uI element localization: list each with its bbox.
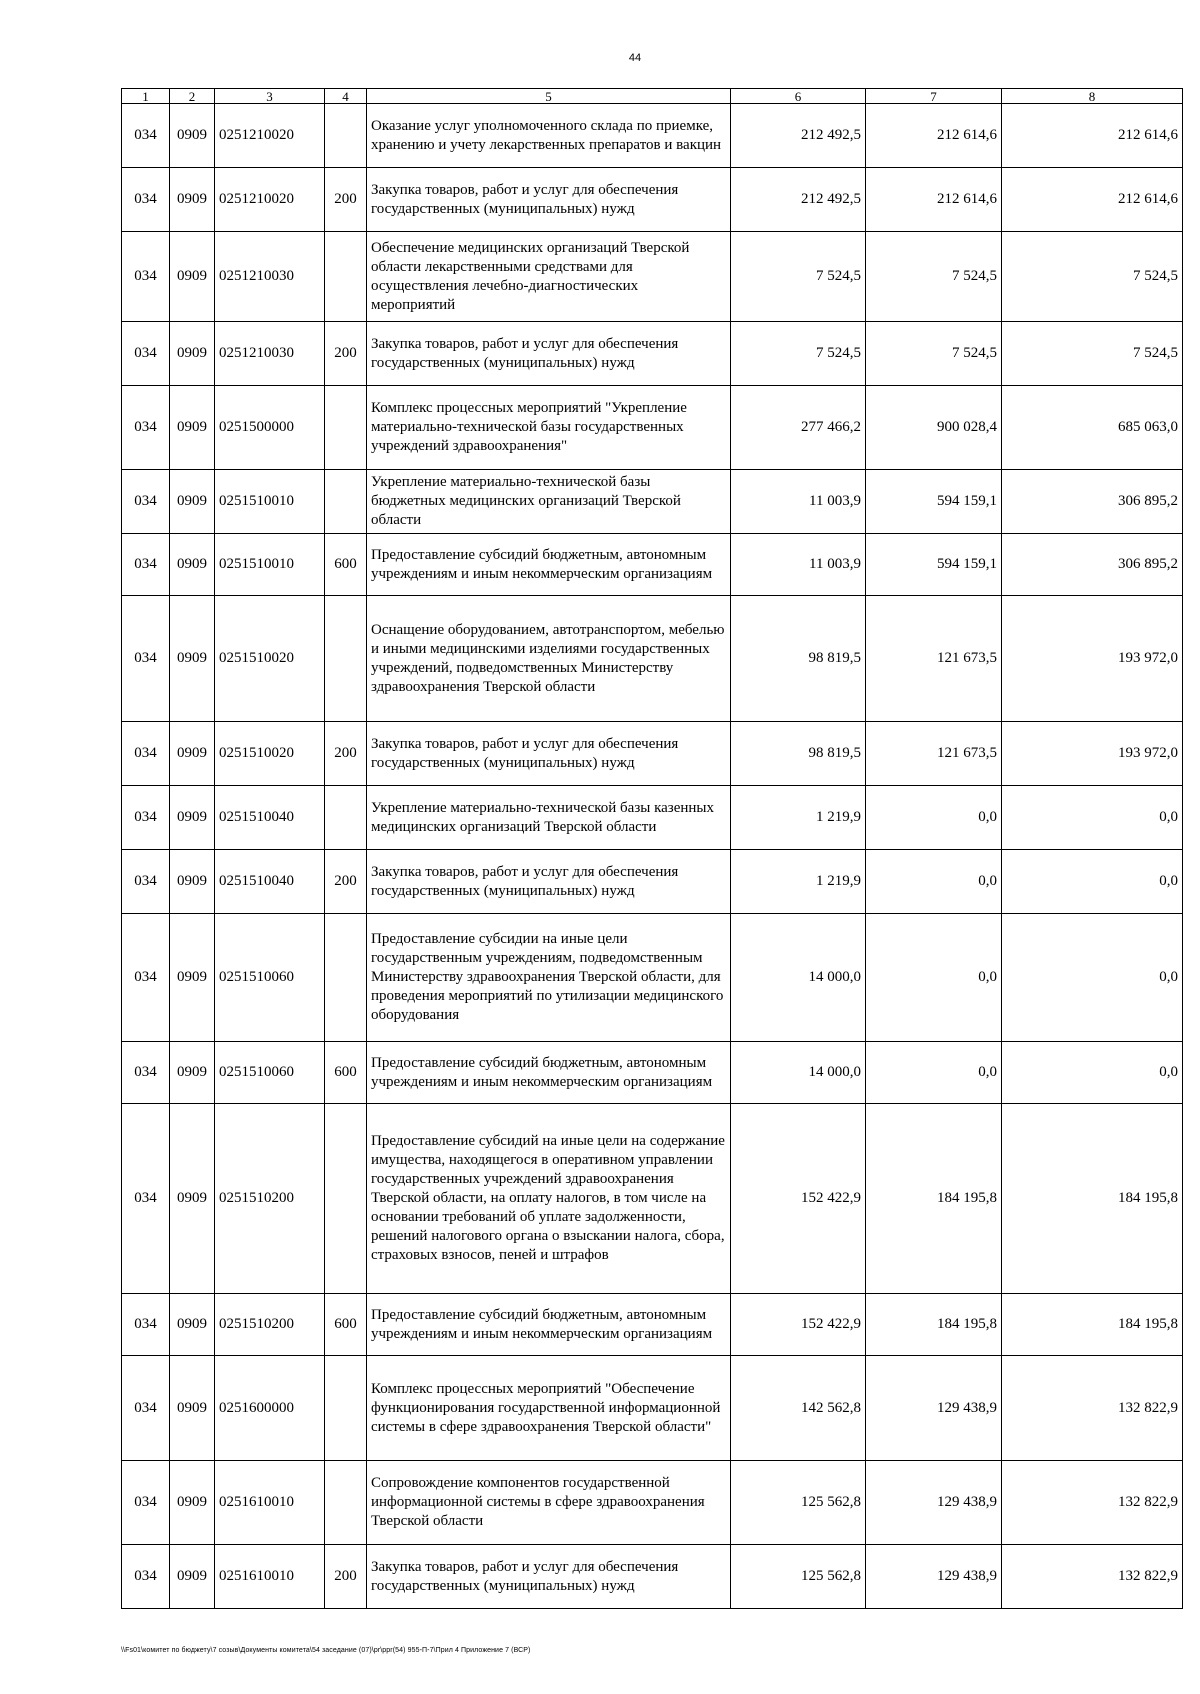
expense-type-code	[325, 914, 367, 1042]
amount-col-6: 7 524,5	[731, 232, 866, 322]
amount-col-6: 152 422,9	[731, 1104, 866, 1294]
amount-col-8: 0,0	[1002, 914, 1183, 1042]
target-article-code: 0251600000	[215, 1356, 325, 1461]
ministry-code: 034	[122, 722, 170, 786]
row-description: Оснащение оборудованием, автотранспортом, мебелью и иными медицинскими изделиями государственных учреждений, подведомственных Министерству здравоохранения Тверской области	[367, 596, 731, 722]
ministry-code: 034	[122, 786, 170, 850]
header-cell-4: 4	[325, 89, 367, 104]
target-article-code: 0251510200	[215, 1294, 325, 1356]
row-description: Комплекс процессных мероприятий "Укрепление материально-технической базы государственных учреждений здравоохранения"	[367, 386, 731, 470]
ministry-code: 034	[122, 534, 170, 596]
row-description: Закупка товаров, работ и услуг для обеспечения государственных (муниципальных) нужд	[367, 1545, 731, 1609]
expense-type-code	[325, 104, 367, 168]
amount-col-7: 184 195,8	[866, 1104, 1002, 1294]
section-code: 0909	[170, 1294, 215, 1356]
amount-col-7: 0,0	[866, 850, 1002, 914]
row-description: Комплекс процессных мероприятий "Обеспечение функционирования государственной информационной системы в сфере здравоохранения Тверской области"	[367, 1356, 731, 1461]
amount-col-8: 193 972,0	[1002, 722, 1183, 786]
row-description: Закупка товаров, работ и услуг для обеспечения государственных (муниципальных) нужд	[367, 168, 731, 232]
table-row	[122, 596, 1183, 722]
section-code: 0909	[170, 470, 215, 534]
table-row	[122, 470, 1183, 534]
section-code: 0909	[170, 1042, 215, 1104]
amount-col-7: 184 195,8	[866, 1294, 1002, 1356]
table-row	[122, 1294, 1183, 1356]
expense-type-code	[325, 596, 367, 722]
section-code: 0909	[170, 386, 215, 470]
expense-type-code: 200	[325, 322, 367, 386]
amount-col-7: 212 614,6	[866, 168, 1002, 232]
amount-col-7: 0,0	[866, 786, 1002, 850]
amount-col-8: 212 614,6	[1002, 104, 1183, 168]
table-row	[122, 104, 1183, 168]
ministry-code: 034	[122, 322, 170, 386]
target-article-code: 0251510020	[215, 722, 325, 786]
amount-col-7: 121 673,5	[866, 596, 1002, 722]
section-code: 0909	[170, 168, 215, 232]
row-description: Закупка товаров, работ и услуг для обеспечения государственных (муниципальных) нужд	[367, 322, 731, 386]
amount-col-8: 193 972,0	[1002, 596, 1183, 722]
table-row	[122, 386, 1183, 470]
header-cell-2: 2	[170, 89, 215, 104]
table-row	[122, 322, 1183, 386]
expense-type-code: 600	[325, 1294, 367, 1356]
expense-type-code	[325, 1356, 367, 1461]
table-row	[122, 914, 1183, 1042]
section-code: 0909	[170, 722, 215, 786]
amount-col-7: 129 438,9	[866, 1356, 1002, 1461]
section-code: 0909	[170, 1356, 215, 1461]
row-description: Укрепление материально-технической базы казенных медицинских организаций Тверской области	[367, 786, 731, 850]
amount-col-6: 125 562,8	[731, 1545, 866, 1609]
amount-col-7: 7 524,5	[866, 322, 1002, 386]
amount-col-6: 98 819,5	[731, 722, 866, 786]
table-row	[122, 1545, 1183, 1609]
table-row	[122, 232, 1183, 322]
page-number: 44	[628, 52, 642, 64]
ministry-code: 034	[122, 1461, 170, 1545]
row-description: Закупка товаров, работ и услуг для обеспечения государственных (муниципальных) нужд	[367, 850, 731, 914]
target-article-code: 0251210020	[215, 168, 325, 232]
row-description: Укрепление материально-технической базы бюджетных медицинских организаций Тверской области	[367, 470, 731, 534]
table-row	[122, 534, 1183, 596]
table-row	[122, 1042, 1183, 1104]
section-code: 0909	[170, 1461, 215, 1545]
amount-col-6: 212 492,5	[731, 168, 866, 232]
ministry-code: 034	[122, 596, 170, 722]
amount-col-8: 0,0	[1002, 1042, 1183, 1104]
amount-col-8: 7 524,5	[1002, 232, 1183, 322]
footer-file-path: \\Fs01\комитет по бюджету\7 созыв\Документы комитета\54 заседание (07)\pr\ppr(54) 955-П-7\Прил 4 Приложение 7 (ВСР)	[121, 1647, 531, 1654]
expense-type-code	[325, 232, 367, 322]
header-cell-8: 8	[1002, 89, 1183, 104]
table-row	[122, 1461, 1183, 1545]
amount-col-6: 1 219,9	[731, 786, 866, 850]
expense-type-code	[325, 786, 367, 850]
section-code: 0909	[170, 104, 215, 168]
row-description: Предоставление субсидий бюджетным, автономным учреждениям и иным некоммерческим организациям	[367, 1042, 731, 1104]
amount-col-8: 306 895,2	[1002, 534, 1183, 596]
ministry-code: 034	[122, 386, 170, 470]
amount-col-8: 184 195,8	[1002, 1294, 1183, 1356]
row-description: Предоставление субсидии на иные цели государственным учреждениям, подведомственным Министерству здравоохранения Тверской области, для проведения мероприятий по утилизации медицинского оборудования	[367, 914, 731, 1042]
amount-col-6: 125 562,8	[731, 1461, 866, 1545]
target-article-code: 0251610010	[215, 1545, 325, 1609]
table-row	[122, 1104, 1183, 1294]
amount-col-8: 306 895,2	[1002, 470, 1183, 534]
expense-type-code: 200	[325, 850, 367, 914]
header-cell-5: 5	[367, 89, 731, 104]
ministry-code: 034	[122, 470, 170, 534]
amount-col-7: 7 524,5	[866, 232, 1002, 322]
row-description: Предоставление субсидий бюджетным, автономным учреждениям и иным некоммерческим организациям	[367, 1294, 731, 1356]
target-article-code: 0251510060	[215, 1042, 325, 1104]
ministry-code: 034	[122, 1294, 170, 1356]
amount-col-6: 212 492,5	[731, 104, 866, 168]
amount-col-8: 0,0	[1002, 786, 1183, 850]
amount-col-8: 132 822,9	[1002, 1356, 1183, 1461]
amount-col-7: 212 614,6	[866, 104, 1002, 168]
target-article-code: 0251510060	[215, 914, 325, 1042]
budget-table	[121, 88, 1183, 1609]
amount-col-6: 142 562,8	[731, 1356, 866, 1461]
amount-col-6: 1 219,9	[731, 850, 866, 914]
row-description: Оказание услуг уполномоченного склада по приемке, хранению и учету лекарственных препаратов и вакцин	[367, 104, 731, 168]
section-code: 0909	[170, 786, 215, 850]
amount-col-7: 900 028,4	[866, 386, 1002, 470]
table-row	[122, 168, 1183, 232]
ministry-code: 034	[122, 1104, 170, 1294]
target-article-code: 0251210020	[215, 104, 325, 168]
amount-col-6: 11 003,9	[731, 534, 866, 596]
amount-col-7: 0,0	[866, 914, 1002, 1042]
expense-type-code	[325, 1461, 367, 1545]
target-article-code: 0251610010	[215, 1461, 325, 1545]
section-code: 0909	[170, 322, 215, 386]
amount-col-6: 277 466,2	[731, 386, 866, 470]
ministry-code: 034	[122, 104, 170, 168]
section-code: 0909	[170, 534, 215, 596]
header-cell-3: 3	[215, 89, 325, 104]
target-article-code: 0251510010	[215, 470, 325, 534]
amount-col-7: 129 438,9	[866, 1461, 1002, 1545]
expense-type-code: 200	[325, 722, 367, 786]
target-article-code: 0251210030	[215, 232, 325, 322]
section-code: 0909	[170, 596, 215, 722]
target-article-code: 0251510200	[215, 1104, 325, 1294]
table-row	[122, 1356, 1183, 1461]
expense-type-code: 600	[325, 1042, 367, 1104]
amount-col-7: 121 673,5	[866, 722, 1002, 786]
row-description: Предоставление субсидий бюджетным, автономным учреждениям и иным некоммерческим организациям	[367, 534, 731, 596]
table-row	[122, 722, 1183, 786]
expense-type-code: 200	[325, 1545, 367, 1609]
row-description: Обеспечение медицинских организаций Тверской области лекарственными средствами для осуществления лечебно-диагностических мероприятий	[367, 232, 731, 322]
section-code: 0909	[170, 1545, 215, 1609]
expense-type-code	[325, 470, 367, 534]
target-article-code: 0251500000	[215, 386, 325, 470]
amount-col-8: 7 524,5	[1002, 322, 1183, 386]
amount-col-8: 0,0	[1002, 850, 1183, 914]
ministry-code: 034	[122, 850, 170, 914]
amount-col-7: 594 159,1	[866, 534, 1002, 596]
amount-col-6: 152 422,9	[731, 1294, 866, 1356]
table-header-row	[122, 89, 1183, 104]
row-description: Предоставление субсидий на иные цели на содержание имущества, находящегося в оперативном управлении государственных учреждений здравоохранения Тверской области, на оплату налогов, в том числе на основании требований об уплате задолженности, решений налогового органа о взыскании налога, сбора, страховых взносов, пеней и штрафов	[367, 1104, 731, 1294]
row-description: Закупка товаров, работ и услуг для обеспечения государственных (муниципальных) нужд	[367, 722, 731, 786]
amount-col-6: 14 000,0	[731, 1042, 866, 1104]
section-code: 0909	[170, 1104, 215, 1294]
target-article-code: 0251510010	[215, 534, 325, 596]
amount-col-7: 594 159,1	[866, 470, 1002, 534]
table-body	[122, 104, 1183, 1609]
expense-type-code	[325, 386, 367, 470]
table-row	[122, 786, 1183, 850]
header-cell-7: 7	[866, 89, 1002, 104]
row-description: Сопровождение компонентов государственной информационной системы в сфере здравоохранения Тверской области	[367, 1461, 731, 1545]
ministry-code: 034	[122, 1356, 170, 1461]
amount-col-8: 685 063,0	[1002, 386, 1183, 470]
amount-col-7: 129 438,9	[866, 1545, 1002, 1609]
amount-col-6: 14 000,0	[731, 914, 866, 1042]
amount-col-8: 212 614,6	[1002, 168, 1183, 232]
amount-col-8: 184 195,8	[1002, 1104, 1183, 1294]
target-article-code: 0251510040	[215, 850, 325, 914]
amount-col-8: 132 822,9	[1002, 1545, 1183, 1609]
target-article-code: 0251210030	[215, 322, 325, 386]
amount-col-6: 7 524,5	[731, 322, 866, 386]
expense-type-code	[325, 1104, 367, 1294]
section-code: 0909	[170, 914, 215, 1042]
header-cell-1: 1	[122, 89, 170, 104]
amount-col-6: 98 819,5	[731, 596, 866, 722]
amount-col-6: 11 003,9	[731, 470, 866, 534]
target-article-code: 0251510020	[215, 596, 325, 722]
target-article-code: 0251510040	[215, 786, 325, 850]
expense-type-code: 200	[325, 168, 367, 232]
ministry-code: 034	[122, 914, 170, 1042]
section-code: 0909	[170, 232, 215, 322]
ministry-code: 034	[122, 1545, 170, 1609]
expense-type-code: 600	[325, 534, 367, 596]
section-code: 0909	[170, 850, 215, 914]
table-row	[122, 850, 1183, 914]
ministry-code: 034	[122, 232, 170, 322]
ministry-code: 034	[122, 1042, 170, 1104]
header-cell-6: 6	[731, 89, 866, 104]
ministry-code: 034	[122, 168, 170, 232]
amount-col-7: 0,0	[866, 1042, 1002, 1104]
amount-col-8: 132 822,9	[1002, 1461, 1183, 1545]
